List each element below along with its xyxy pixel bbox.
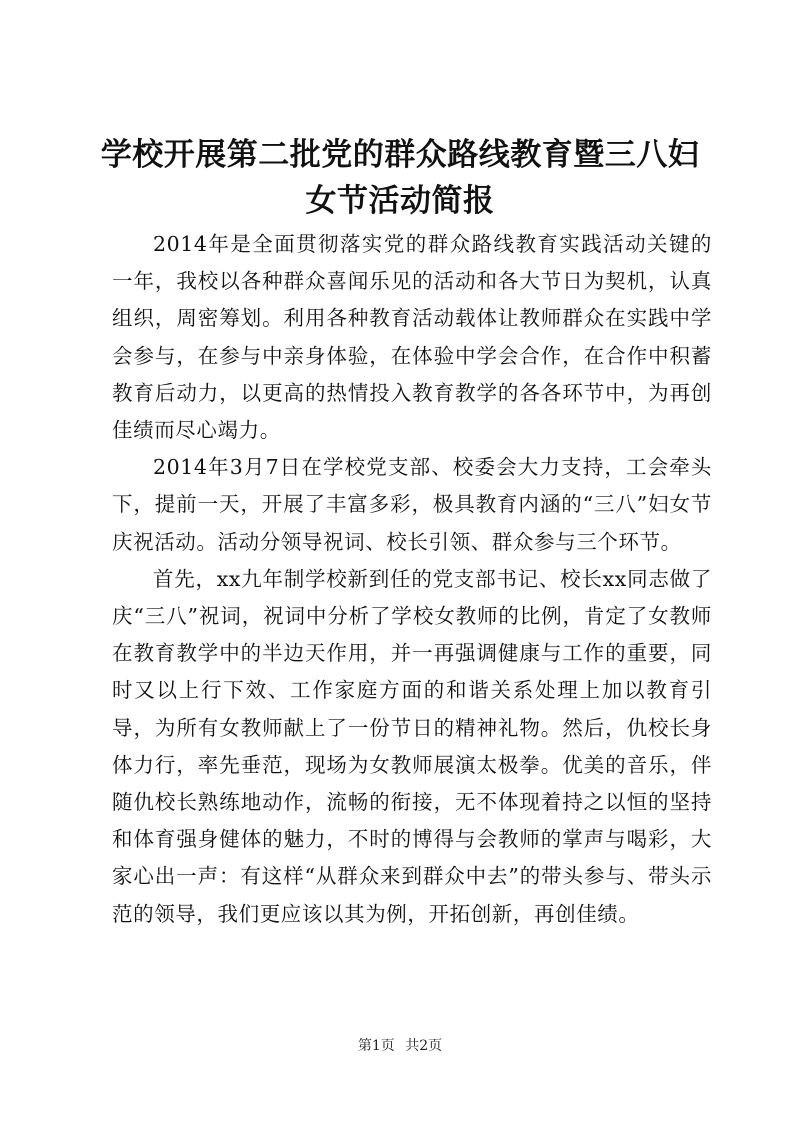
paragraph-3: 首先，xx九年制学校新到任的党支部书记、校长xx同志做了庆“三八”祝词，祝词中分析了学校女教师的比例，肯定了女教师在教育教学中的半边天作用，并一再强调健康与工作的重要，同时又以上行下效、工作家庭方面的和谐关系处理上加以教育引导，为所有女教师献上了一份节日的精神礼物。然后，仇校长身体力行，率先垂范，现场为女教师展演太极拳。优美的音乐，伴随仇校长熟练地动作，流畅的衔接，无不体现着持之以恒的坚持和体育强身健体的魅力，不时的博得与会教师的掌声与喝彩，大家心出一声：有这样“从群众来到群众中去”的带头参与、带头示范的领导，我们更应该以其为例，开拓创新，再创佳绩。	[112, 566, 712, 926]
page-footer	[0, 1036, 800, 1056]
page-number: 第1页	[357, 1038, 395, 1054]
document-title: 学校开展第二批党的群众路线教育暨三八妇女节活动简报	[100, 137, 700, 219]
page-total: 共2页	[405, 1038, 443, 1054]
document-body	[112, 226, 712, 933]
paragraph-1: 2014年是全面贯彻落实党的群众路线教育实践活动关键的一年，我校以各种群众喜闻乐见的活动和各大节日为契机，认真组织，周密筹划。利用各种教育活动载体让教师群众在实践中学会参与，在参与中亲身体验，在体验中学会合作，在合作中积蓄教育后动力，以更高的热情投入教育教学的各各环节中，为再创佳绩而尽心竭力。	[112, 232, 712, 443]
paragraph-2: 2014年3月7日在学校党支部、校委会大力支持，工会牵头下，提前一天，开展了丰富多彩，极具教育内涵的“三八”妇女节庆祝活动。活动分领导祝词、校长引领、群众参与三个环节。	[112, 455, 712, 554]
